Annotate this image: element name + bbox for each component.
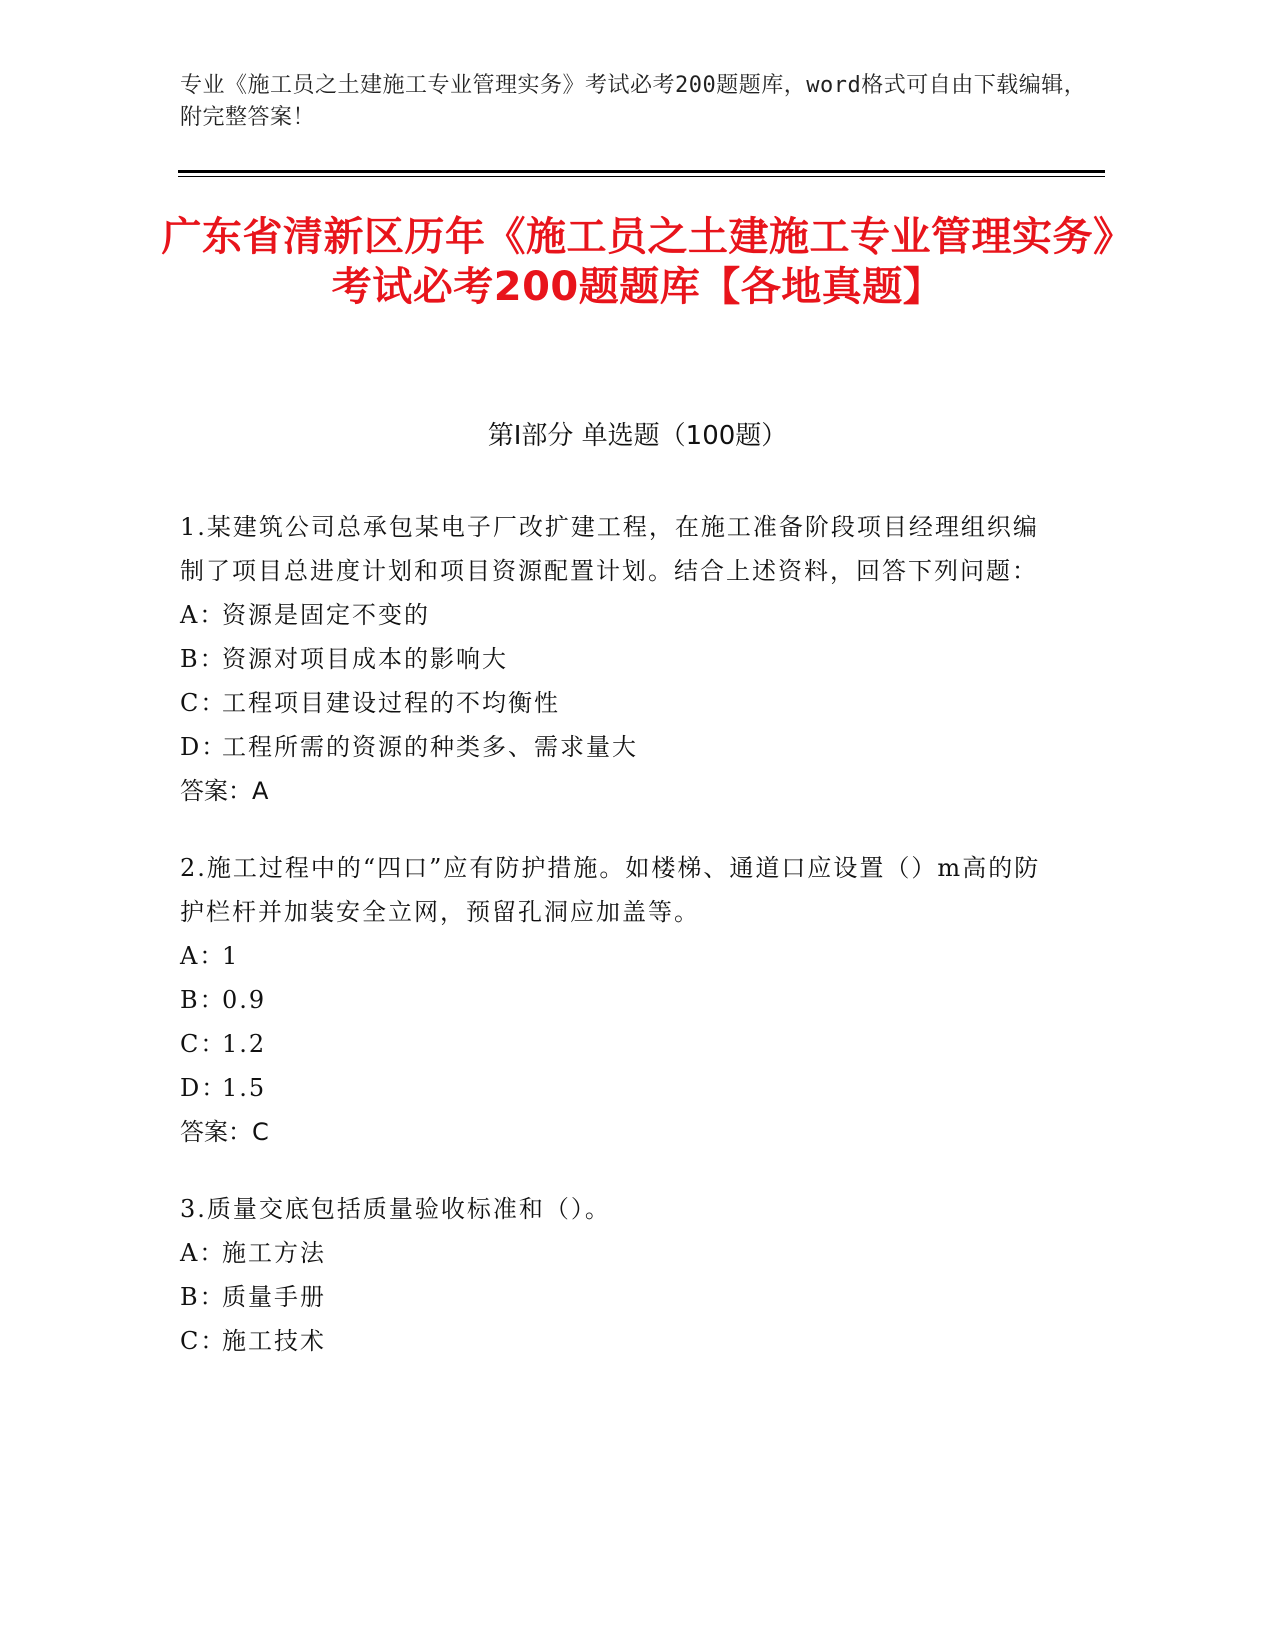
question-stem: 2.施工过程中的“四口”应有防护措施。如楼梯、通道口应设置（）m高的防护栏杆并加装安全立网，预留孔洞应加盖等。 [180, 854, 1041, 926]
option-a [180, 1231, 1060, 1275]
option-key: D： [180, 733, 228, 761]
question-3 [180, 1187, 1060, 1363]
option-key: A： [180, 942, 226, 970]
option-key: B： [180, 645, 226, 673]
option-key: D： [180, 1074, 228, 1102]
question-stem: 1.某建筑公司总承包某电子厂改扩建工程，在施工准备阶段项目经理组织编制了项目总进度计划和项目资源配置计划。结合上述资料，回答下列问题： [180, 513, 1039, 585]
answer-line: 答案：C [180, 1118, 269, 1146]
option-a [180, 934, 1060, 978]
option-text: 资源是固定不变的 [222, 601, 430, 629]
option-text: 0.9 [222, 986, 267, 1014]
header-divider-thin [178, 176, 1105, 177]
option-text: 质量手册 [222, 1283, 326, 1311]
option-b [180, 1275, 1060, 1319]
header-note: 专业《施工员之土建施工专业管理实务》考试必考200题题库，word格式可自由下载编辑，附完整答案！ [180, 73, 1087, 130]
option-key: B： [180, 1283, 226, 1311]
option-key: C： [180, 689, 227, 717]
option-c [180, 1022, 1060, 1066]
option-key: C： [180, 1030, 227, 1058]
option-text: 工程所需的资源的种类多、需求量大 [222, 733, 638, 761]
option-b [180, 978, 1060, 1022]
question-2 [180, 846, 1060, 1154]
option-text: 1.5 [222, 1074, 267, 1102]
option-text: 1.2 [222, 1030, 267, 1058]
option-text: 施工方法 [222, 1239, 326, 1267]
option-key: A： [180, 601, 226, 629]
question-list [180, 505, 1060, 1396]
option-b [180, 637, 1060, 681]
option-c [180, 1319, 1060, 1363]
question-stem: 3.质量交底包括质量验收标准和（）。 [180, 1195, 611, 1223]
option-d [180, 725, 1060, 769]
option-d [180, 1066, 1060, 1110]
option-text: 1 [222, 942, 240, 970]
option-key: B： [180, 986, 226, 1014]
answer-line: 答案：A [180, 777, 269, 805]
header-divider-thick [178, 170, 1105, 173]
option-c [180, 681, 1060, 725]
option-text: 施工技术 [222, 1327, 326, 1355]
option-text: 工程项目建设过程的不均衡性 [222, 689, 560, 717]
document-title: 广东省清新区历年《施工员之土建施工专业管理实务》考试必考200题题库【各地真题】 [161, 214, 1114, 310]
option-a [180, 593, 1060, 637]
option-key: C： [180, 1327, 227, 1355]
section-heading: 第I部分 单选题（100题） [487, 421, 788, 451]
option-text: 资源对项目成本的影响大 [222, 645, 508, 673]
question-1 [180, 505, 1060, 813]
option-key: A： [180, 1239, 226, 1267]
